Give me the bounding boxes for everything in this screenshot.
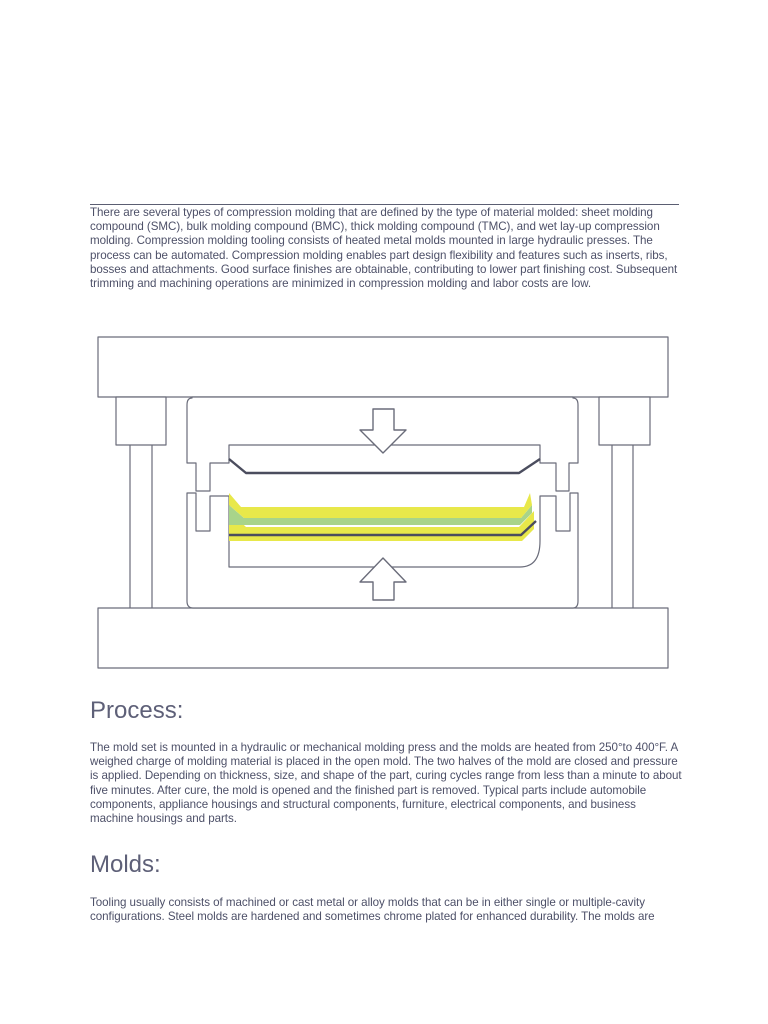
charge-yellow-upper xyxy=(229,493,532,518)
upper-mold-face xyxy=(229,459,540,473)
molds-paragraph: Tooling usually consists of machined or cast metal or alloy molds that can be in either single or multiple-cavity configurations. Steel molds are hardened and sometimes chrome plated for enhanced durability. The molds are xyxy=(90,896,655,924)
top-divider xyxy=(90,204,679,205)
upper-press-platen xyxy=(98,337,668,397)
compression-molding-diagram xyxy=(96,335,672,670)
right-guide-column xyxy=(599,397,650,608)
lower-press-platen xyxy=(98,608,668,668)
intro-paragraph: There are several types of compression molding that are defined by the type of material molded: sheet molding compound (SMC), bulk molding compound (BMC), thick molding compound (TMC), and wet lay-up compression molding. Compression molding tooling consists of heated metal molds mounted in large hydraulic presses. The process can be automated. Compression molding enables part design flexibility and features such as inserts, ribs, bosses and attachments. Good surface finishes are obtainable, contributing to lower part finishing cost. Subsequent trimming and machining operations are minimized in compression molding and labor costs are low. xyxy=(90,206,678,291)
molds-heading: Molds: xyxy=(90,851,161,878)
left-guide-column xyxy=(116,397,166,608)
process-paragraph: The mold set is mounted in a hydraulic or mechanical molding press and the molds are heated from 250°to 400°F. A weighed charge of molding material is placed in the open mold. The two halves of the mold are closed and pressure is applied. Depending on thickness, size, and shape of the part, curing cycles range from less than a minute to about five minutes. After cure, the mold is opened and the finished part is removed. Typical parts include automobile components, appliance housings and structural components, furniture, electrical components, and business machine housings and parts. xyxy=(90,741,682,826)
process-heading: Process: xyxy=(90,697,184,724)
